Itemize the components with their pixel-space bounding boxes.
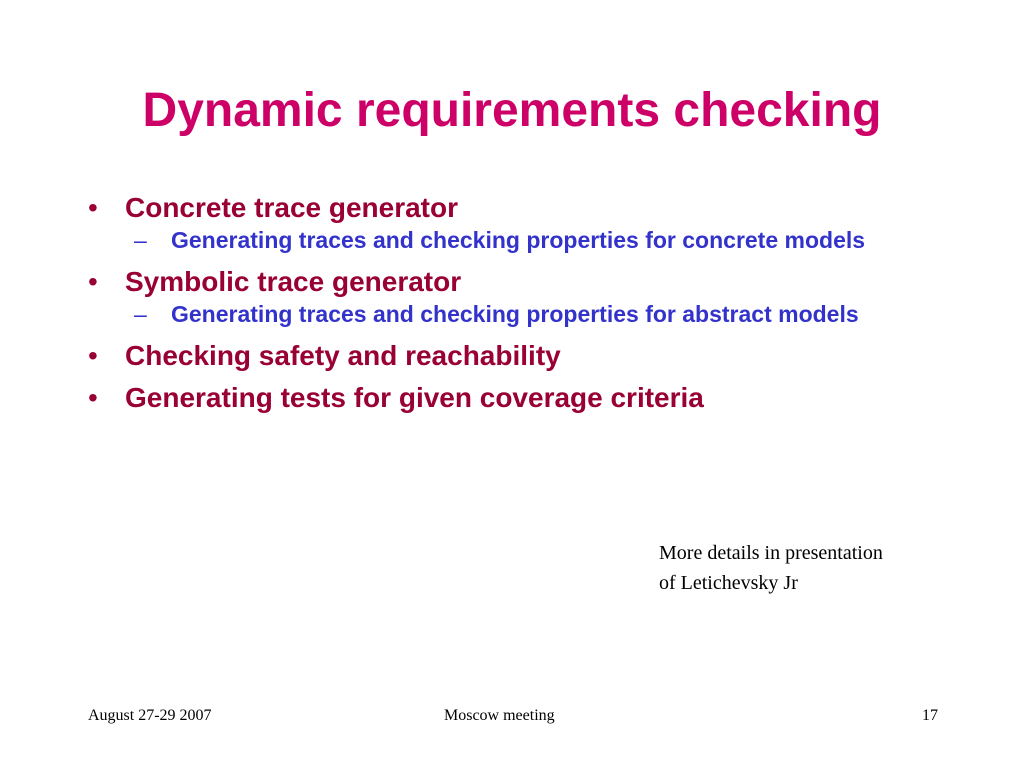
footer-date: August 27-29 2007 [88,707,212,724]
bullet-text: Generating tests for given coverage criteria [125,382,704,413]
slide-title: Dynamic requirements checking [142,84,882,137]
footer-event: Moscow meeting [444,707,555,724]
bullet-icon: • [88,192,98,223]
sub-bullet-text: Generating traces and checking properties for abstract models [171,301,859,327]
bullet-list [88,190,948,416]
bullet-text: Symbolic trace generator [125,266,462,297]
bullet-item [88,264,948,300]
bullet-item [88,338,948,374]
dash-icon: – [134,301,147,327]
bullet-icon: • [88,382,98,413]
bullet-icon: • [88,266,98,297]
bullet-item [88,190,948,226]
footer-page-number: 17 [922,707,938,724]
bullet-icon: • [88,340,98,371]
dash-icon: – [134,227,147,253]
sub-bullet-item [134,300,948,328]
bullet-item [88,380,948,416]
details-note-line: More details in presentation [659,542,883,564]
sub-bullet-item [134,226,948,254]
bullet-text: Concrete trace generator [125,192,459,223]
details-note [659,538,979,598]
sub-bullet-text: Generating traces and checking properties for concrete models [171,227,866,253]
details-note-line: of Letichevsky Jr [659,572,798,594]
bullet-text: Checking safety and reachability [125,340,561,371]
